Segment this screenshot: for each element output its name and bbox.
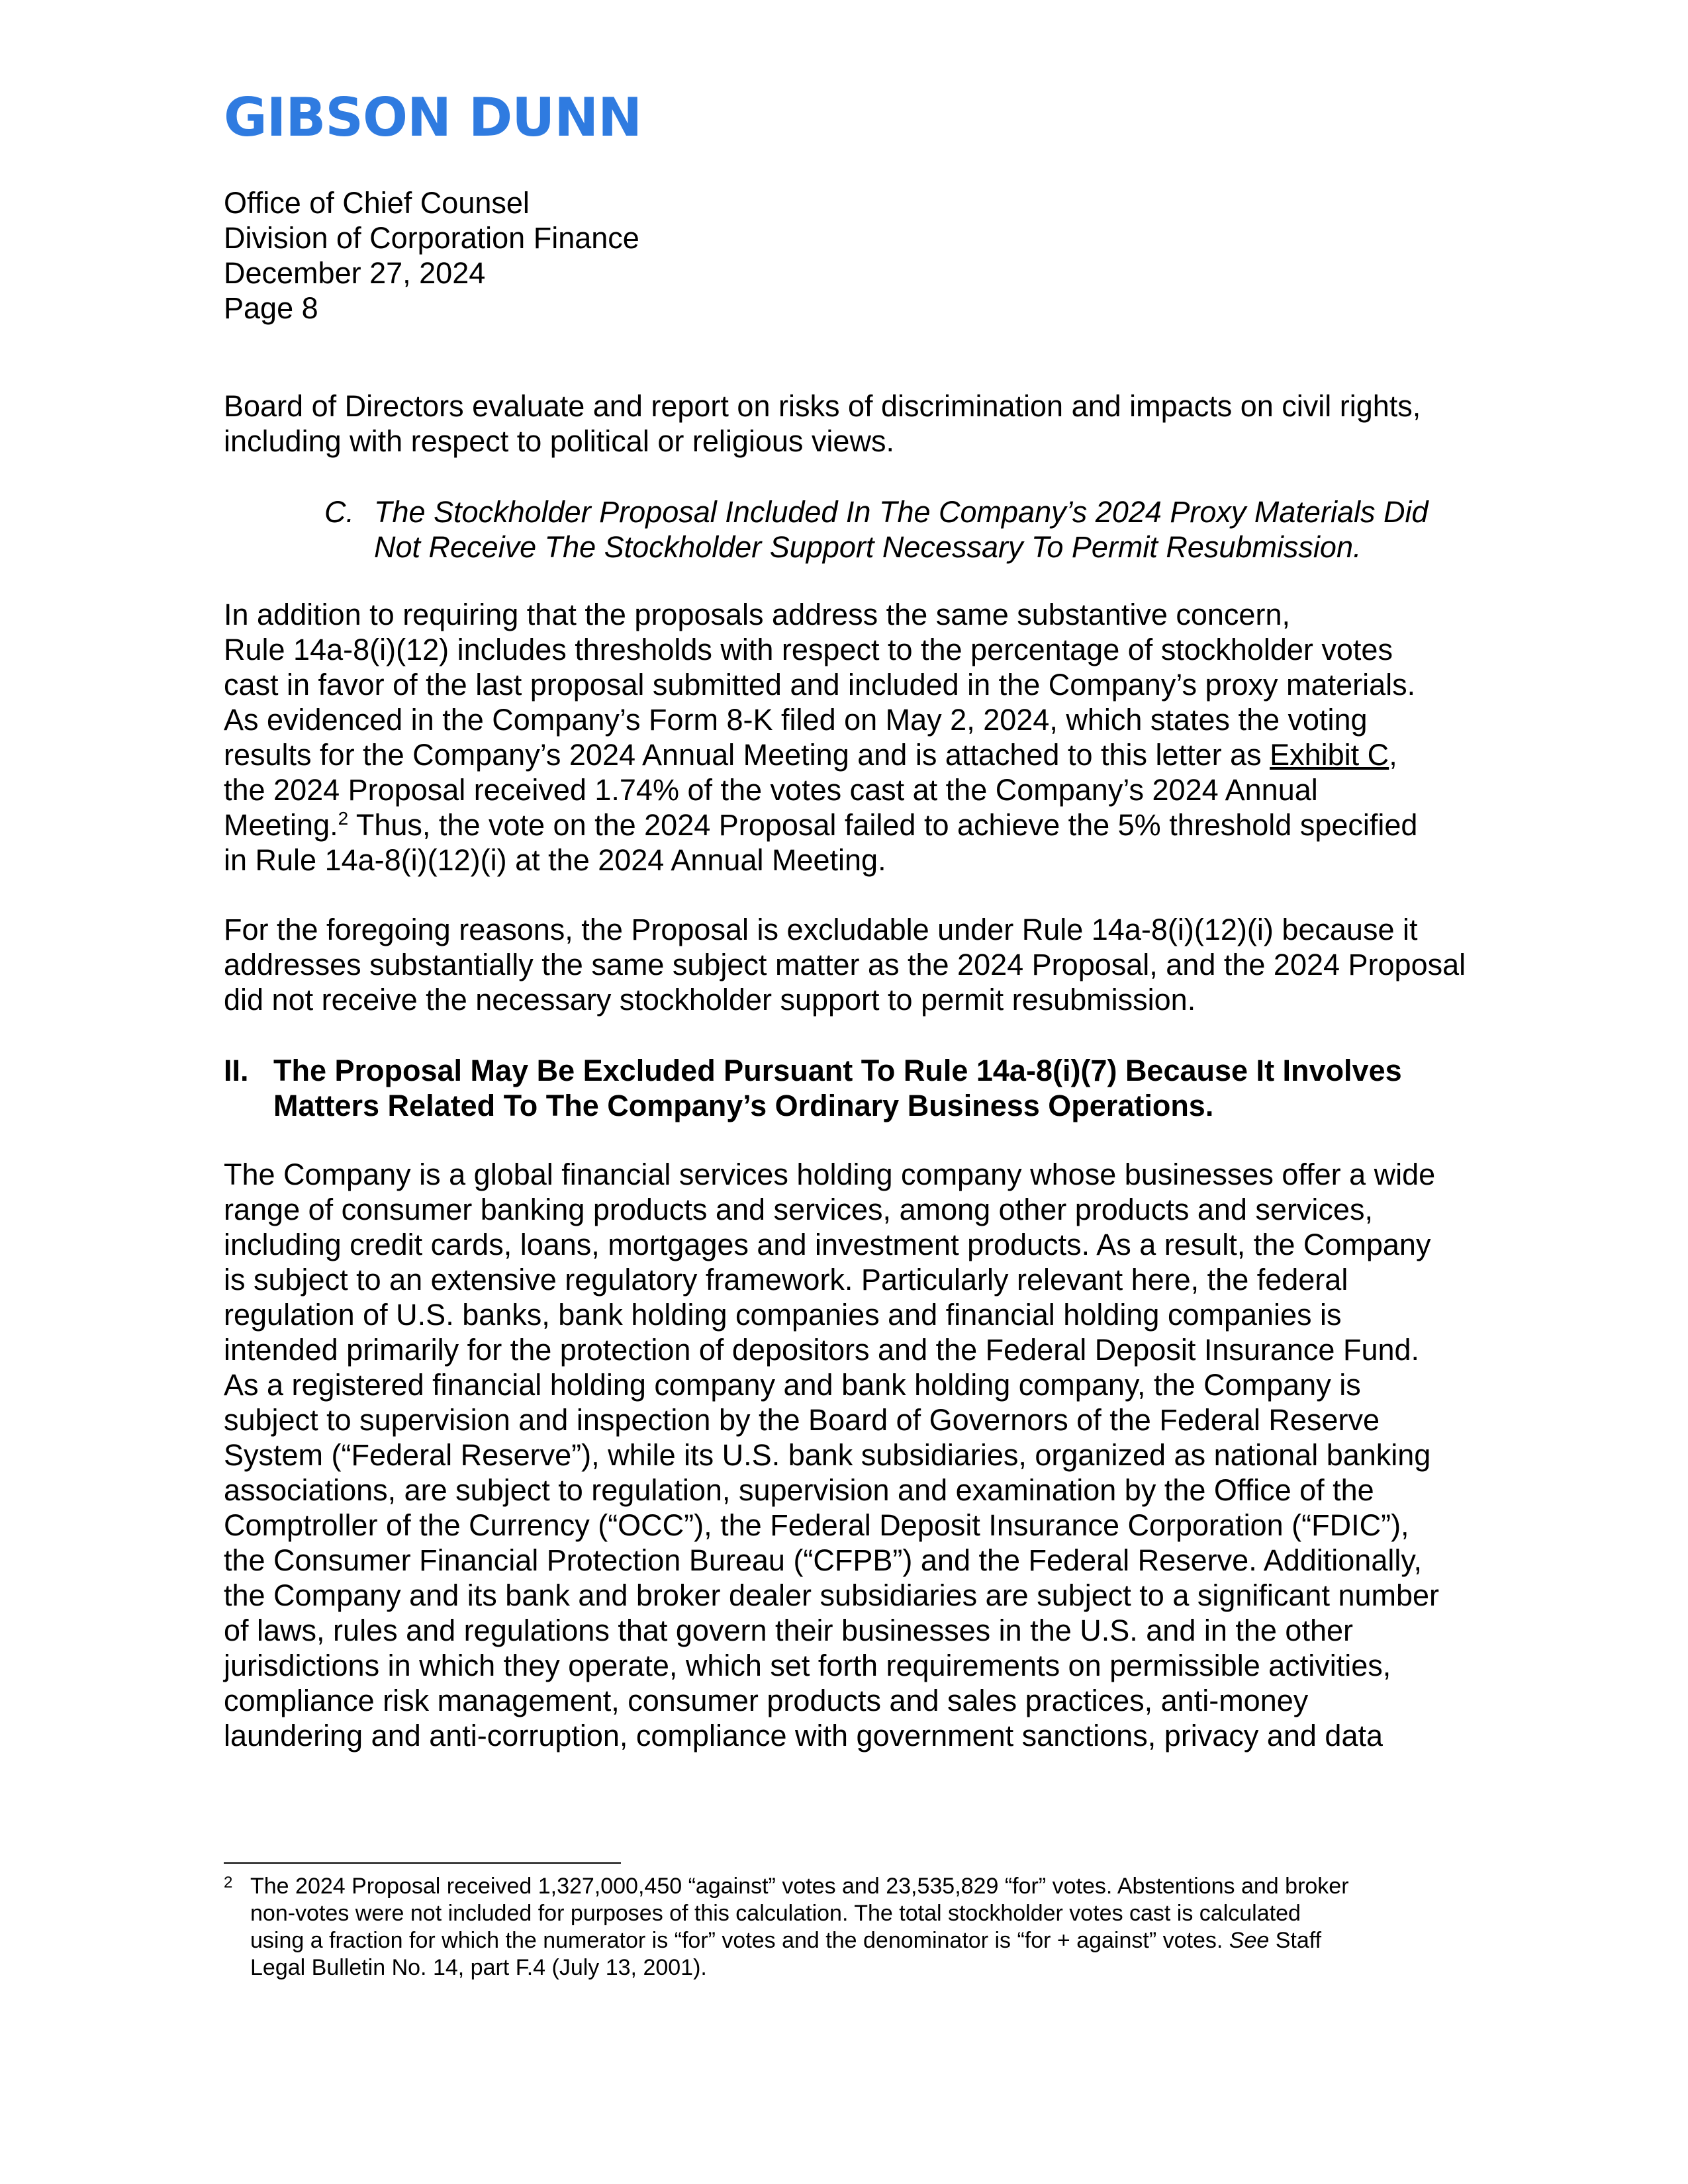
footnote-divider: [224, 1862, 621, 1864]
text-line: did not receive the necessary stockholder support to permit resubmission.: [224, 983, 1196, 1017]
heading-text: Not Receive The Stockholder Support Necessary To Permit Resubmission.: [374, 530, 1362, 564]
text-line: range of consumer banking products and services, among other products and services,: [224, 1193, 1373, 1226]
section-heading-ii: [224, 1053, 1402, 1123]
recipient-office: Office of Chief Counsel: [224, 186, 530, 220]
exhibit-c-link[interactable]: Exhibit C: [1270, 738, 1389, 772]
gibson-dunn-logo: GIBSON DUNN: [224, 87, 642, 148]
text-line: regulation of U.S. banks, bank holding companies and financial holding companies is: [224, 1298, 1342, 1332]
text-line: jurisdictions in which they operate, which set forth requirements on permissible activities,: [224, 1649, 1391, 1682]
text-line: associations, are subject to regulation, supervision and examination by the Office of the: [224, 1473, 1374, 1507]
text-line: addresses substantially the same subject matter as the 2024 Proposal, and the 2024 Proposal: [224, 948, 1466, 981]
heading-label: C.: [324, 495, 354, 529]
paragraph-continuation: [224, 388, 1481, 459]
heading-text: The Stockholder Proposal Included In The Company’s 2024 Proxy Materials Did: [374, 495, 1429, 529]
text-line: System (“Federal Reserve”), while its U.S. bank subsidiaries, organized as national banking: [224, 1438, 1431, 1472]
text-line: the 2024 Proposal received 1.74% of the votes cast at the Company’s 2024 Annual: [224, 773, 1318, 807]
paragraph-threshold: [224, 597, 1481, 878]
text-line: Comptroller of the Currency (“OCC”), the Federal Deposit Insurance Corporation (“FDIC”),: [224, 1508, 1409, 1542]
text-line: Board of Directors evaluate and report on risks of discrimination and impacts on civil rights,: [224, 389, 1421, 423]
footnote-line: Legal Bulletin No. 14, part F.4 (July 13, 2001).: [250, 1955, 707, 1980]
text-line: intended primarily for the protection of depositors and the Federal Deposit Insurance Fund.: [224, 1333, 1420, 1367]
page-number: Page 8: [224, 291, 318, 325]
text-line: the Company and its bank and broker dealer subsidiaries are subject to a significant number: [224, 1578, 1440, 1612]
paragraph-company-regulation: [224, 1157, 1481, 1753]
text-line: laundering and anti-corruption, compliance with government sanctions, privacy and data: [224, 1719, 1383, 1752]
heading-text: Matters Related To The Company’s Ordinary Business Operations.: [273, 1089, 1214, 1122]
footnote-line: non-votes were not included for purposes of this calculation. The total stockholder votes cast is calculated: [250, 1901, 1301, 1926]
paragraph-conclusion: [224, 912, 1481, 1017]
footnote-line: using a fraction for which the numerator is “for” votes and the denominator is “for + against” votes. See Staff: [250, 1928, 1322, 1953]
text-line: As evidenced in the Company’s Form 8-K filed on May 2, 2024, which states the voting: [224, 703, 1368, 737]
text-line: including credit cards, loans, mortgages and investment products. As a result, the Company: [224, 1228, 1431, 1261]
text-line: The Company is a global financial services holding company whose businesses offer a wide: [224, 1158, 1436, 1191]
text-line: subject to supervision and inspection by the Board of Governors of the Federal Reserve: [224, 1403, 1380, 1437]
heading-label: II.: [224, 1054, 249, 1087]
text-line: the Consumer Financial Protection Bureau (“CFPB”) and the Federal Reserve. Additionally,: [224, 1543, 1423, 1577]
letter-date: December 27, 2024: [224, 256, 486, 290]
footnote: [224, 1873, 1349, 1981]
text-line: Rule 14a-8(i)(12) includes thresholds with respect to the percentage of stockholder votes: [224, 633, 1393, 666]
text-line: is subject to an extensive regulatory framework. Particularly relevant here, the federal: [224, 1263, 1348, 1297]
text-line: cast in favor of the last proposal submitted and included in the Company’s proxy materials.: [224, 668, 1416, 702]
letter-address-block: [224, 185, 639, 326]
text-line: compliance risk management, consumer products and sales practices, anti-money: [224, 1684, 1309, 1717]
footnote-line: The 2024 Proposal received 1,327,000,450 “against” votes and 23,535,829 “for” votes. Abstentions and broker: [250, 1874, 1349, 1899]
recipient-division: Division of Corporation Finance: [224, 221, 639, 255]
footnote-number: 2: [224, 1874, 233, 1891]
section-heading-c: [324, 494, 1429, 565]
text-line: Meeting.$^2$ Thus, the vote on the 2024 Proposal failed to achieve the 5% threshold specified: [224, 808, 1418, 842]
heading-text: The Proposal May Be Excluded Pursuant To Rule 14a-8(i)(7) Because It Involves: [273, 1054, 1402, 1087]
text-line: in Rule 14a-8(i)(12)(i) at the 2024 Annual Meeting.: [224, 843, 886, 877]
text-line: As a registered financial holding company and bank holding company, the Company is: [224, 1368, 1361, 1402]
text-line: of laws, rules and regulations that govern their businesses in the U.S. and in the other: [224, 1614, 1354, 1647]
text-line: For the foregoing reasons, the Proposal is excludable under Rule 14a-8(i)(12)(i) because it: [224, 913, 1418, 946]
footnote-reference[interactable]: 2: [338, 808, 349, 829]
text-line: In addition to requiring that the proposals address the same substantive concern,: [224, 598, 1290, 631]
text-line: results for the Company’s 2024 Annual Meeting and is attached to this letter as Exhibit C,: [224, 738, 1397, 772]
text-line: including with respect to political or religious views.: [224, 424, 894, 458]
